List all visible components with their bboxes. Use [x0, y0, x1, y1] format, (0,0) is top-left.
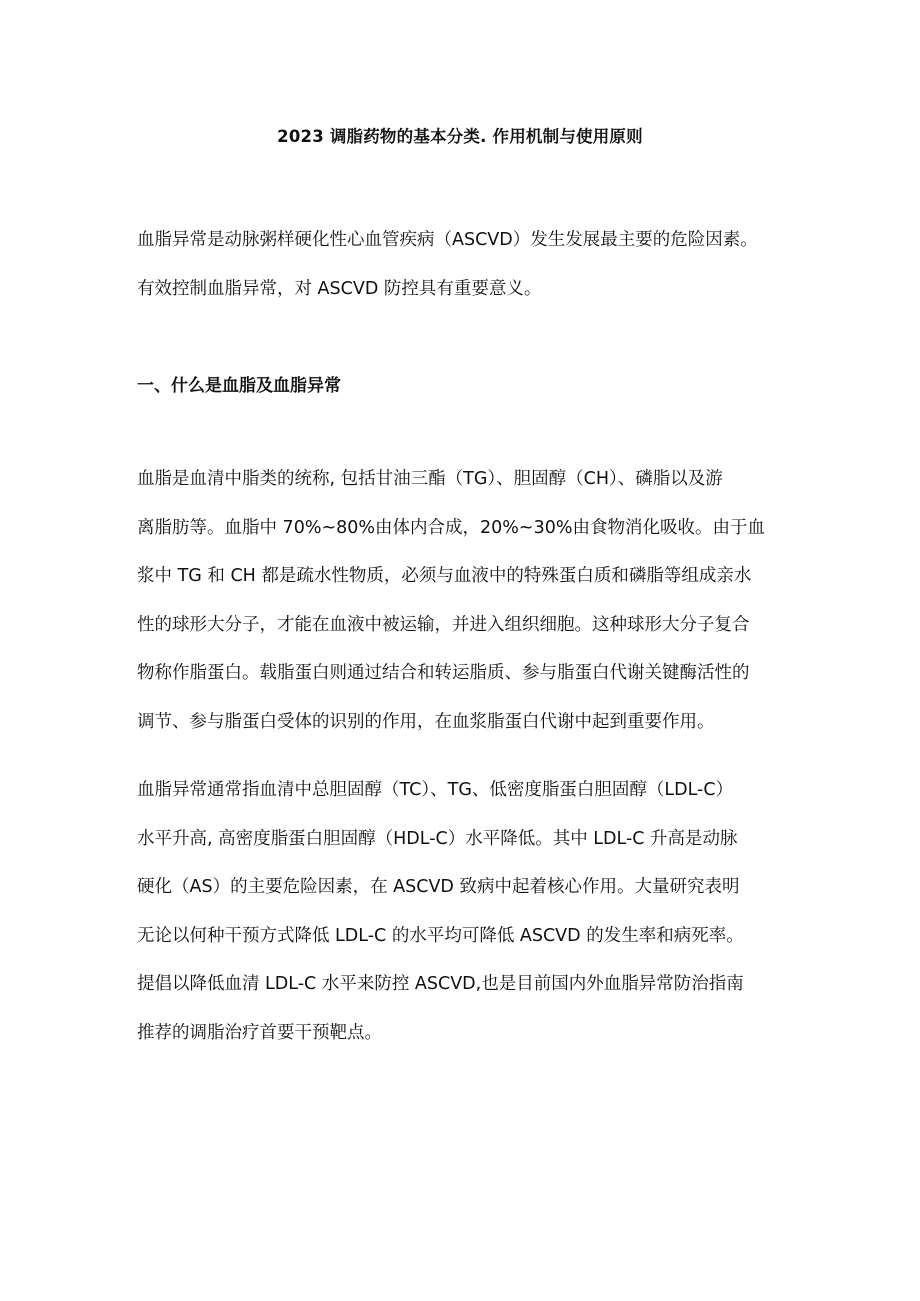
paragraph-line: 血脂是血清中脂类的统称, 包括甘油三酯（TG）、胆固醇（CH）、磷脂以及游: [137, 469, 723, 489]
paragraph-line: 性的球形大分子，才能在血液中被运输，并进入组织细胞。这种球形大分子复合: [137, 614, 750, 635]
intro-paragraph: [137, 216, 787, 313]
section-heading: 一、什么是血脂及血脂异常: [137, 376, 341, 396]
paragraph-line: 水平升高, 高密度脂蛋白胆固醇（HDL-C）水平降低。其中 LDL-C 升高是动脉: [137, 828, 738, 849]
paragraph-line: 离脂肪等。血脂中 70%~80%由体内合成，20%~30%由食物消化吸收。由于血: [137, 517, 765, 538]
paragraph-line: 血脂异常通常指血清中总胆固醇（TC）、TG、低密度脂蛋白胆固醇（LDL-C）: [137, 780, 734, 800]
paragraph-line: 提倡以降低血清 LDL-C 水平来防控 ASCVD,也是目前国内外血脂异常防治指南: [137, 974, 744, 994]
paragraph-line: 物称作脂蛋白。载脂蛋白则通过结合和转运脂质、参与脂蛋白代谢关键酶活性的: [137, 663, 750, 683]
paragraph-line: 浆中 TG 和 CH 都是疏水性物质，必须与血液中的特殊蛋白质和磷脂等组成亲水: [137, 566, 752, 586]
document-title: 2023 调脂药物的基本分类. 作用机制与使用原则: [277, 127, 643, 146]
paragraph-line: 推荐的调脂治疗首要干预靶点。: [137, 1022, 382, 1043]
intro-line: 血脂异常是动脉粥样硬化性心血管疾病（ASCVD）发生发展最主要的危险因素。: [137, 230, 758, 250]
paragraph-line: 硬化（AS）的主要危险因素，在 ASCVD 致病中起着核心作用。大量研究表明: [137, 877, 740, 897]
body-paragraph: [137, 766, 787, 1057]
intro-line: 有效控制血脂异常，对 ASCVD 防控具有重要意义。: [137, 278, 542, 299]
body-paragraph: [137, 455, 787, 746]
paragraph-line: 无论以何种干预方式降低 LDL-C 的水平均可降低 ASCVD 的发生率和病死率。: [137, 925, 744, 946]
paragraph-line: 调节、参与脂蛋白受体的识别的作用，在血浆脂蛋白代谢中起到重要作用。: [137, 711, 715, 732]
